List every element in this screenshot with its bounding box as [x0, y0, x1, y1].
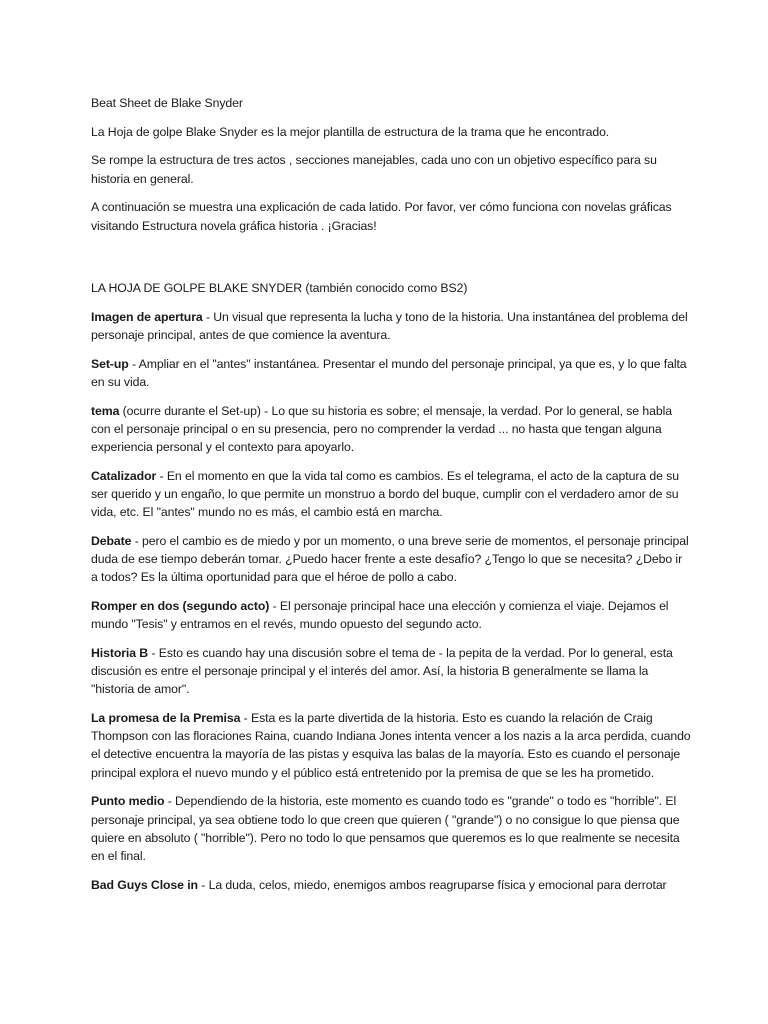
beat-paragraph: [91, 876, 691, 894]
beat-term: Bad Guys Close in: [91, 877, 198, 892]
beat-text: - pero el cambio es de miedo y por un momento, o una breve serie de momentos, el personaje principal duda de ese tiempo deberán tomar. ¿Puedo hacer frente a este desafío? ¿Tengo lo que se necesita? ¿Debo ir a todos? Es la última oportunidad para que el héroe de pollo a cabo.: [91, 533, 689, 585]
document-title: Beat Sheet de Blake Snyder: [91, 96, 243, 110]
beat-text: - Ampliar en el "antes" instantánea. Presentar el mundo del personaje principal, ya que es, y lo que falta en su vida.: [91, 356, 687, 390]
beat-term: Romper en dos (segundo acto): [91, 599, 270, 614]
beat-text: - La duda, celos, miedo, enemigos ambos reagruparse física y emocional para derrotar: [197, 877, 667, 892]
beat-paragraph: [91, 355, 691, 391]
beat-term: Debate: [91, 533, 132, 548]
beat-paragraph: [91, 308, 691, 344]
section-heading: LA HOJA DE GOLPE BLAKE SNYDER (también conocido como BS2): [91, 281, 468, 296]
beat-text: - El personaje principal hace una elección y comienza el viaje. Dejamos el mundo "Tesis" y entramos en el revés, mundo opuesto del segundo acto.: [91, 599, 669, 632]
intro-paragraph: A continuación se muestra una explicación de cada latido. Por favor, ver cómo funciona con novelas gráficas visitando Estructura novela gráfica historia . ¡Gracias!: [91, 200, 672, 233]
beat-text: (ocurre durante el Set-up) - Lo que su historia es sobre; el mensaje, la verdad. Por lo general, se habla con el personaje principal o en su presencia, pero no comprender la verdad ... no hasta que tengan alguna experiencia personal y el contexto para apoyarlo.: [91, 403, 672, 455]
beat-paragraph: [91, 644, 691, 699]
beat-paragraph: [91, 709, 691, 782]
beat-term: Punto medio: [91, 794, 165, 809]
beat-term: tema: [91, 403, 120, 418]
beat-term: Set-up: [91, 356, 129, 371]
intro-paragraph: Se rompe la estructura de tres actos , secciones manejables, cada uno con un objetivo específico para su historia en general.: [91, 153, 657, 186]
document-page: [91, 94, 691, 904]
section-spacer: [91, 245, 691, 279]
beat-text: - Esto es cuando hay una discusión sobre el tema de - la pepita de la verdad. Por lo general, esta discusión es entre el personaje principal y el interés del amor. Así, la historia B generalmente se llama la "historia de amor".: [91, 645, 673, 697]
beat-term: Imagen de apertura: [91, 309, 203, 324]
beat-term: La promesa de la Premisa: [91, 711, 241, 726]
beat-paragraph: [91, 792, 691, 865]
beat-text: - Esta es la parte divertida de la historia. Esto es cuando la relación de Craig Thompson con las floraciones Raina, cuando Indiana Jones intenta vencer a los nazis a la arca perdida, cuando el detective encuentra la mayoría de las pistas y esquiva las balas de la mayoría. Esto es cuando el personaje principal explora el nuevo mundo y el público está entretenido por la premisa de que se les ha prometido.: [91, 711, 691, 780]
beat-term: Historia B: [91, 645, 149, 660]
intro-paragraph: La Hoja de golpe Blake Snyder es la mejor plantilla de estructura de la trama que he encontrado.: [91, 124, 610, 139]
beat-paragraph: [91, 402, 691, 457]
beat-text: - En el momento en que la vida tal como es cambios. Es el telegrama, el acto de la captura de su ser querido y un engaño, lo que permite un monstruo a bordo del buque, cumplir con el verdadero amor de su vida, etc. El "antes" mundo no es más, el cambio está en marcha.: [91, 468, 679, 520]
beat-paragraph: [91, 597, 691, 633]
beat-paragraph: [91, 467, 691, 522]
beat-paragraph: [91, 532, 691, 587]
beat-text: - Dependiendo de la historia, este momento es cuando todo es "grande" o todo es "horrible". El personaje principal, ya sea obtiene todo lo que creen que quieren ( "grande") o no consigue lo que piensa que quiere en absoluto ( "horrible"). Pero no todo lo que pensamos que queremos es lo que realmente se necesita en el final.: [91, 794, 680, 863]
beat-term: Catalizador: [91, 468, 157, 483]
beat-text: - Un visual que representa la lucha y tono de la historia. Una instantánea del problema del personaje principal, antes de que comience la aventura.: [91, 309, 688, 343]
